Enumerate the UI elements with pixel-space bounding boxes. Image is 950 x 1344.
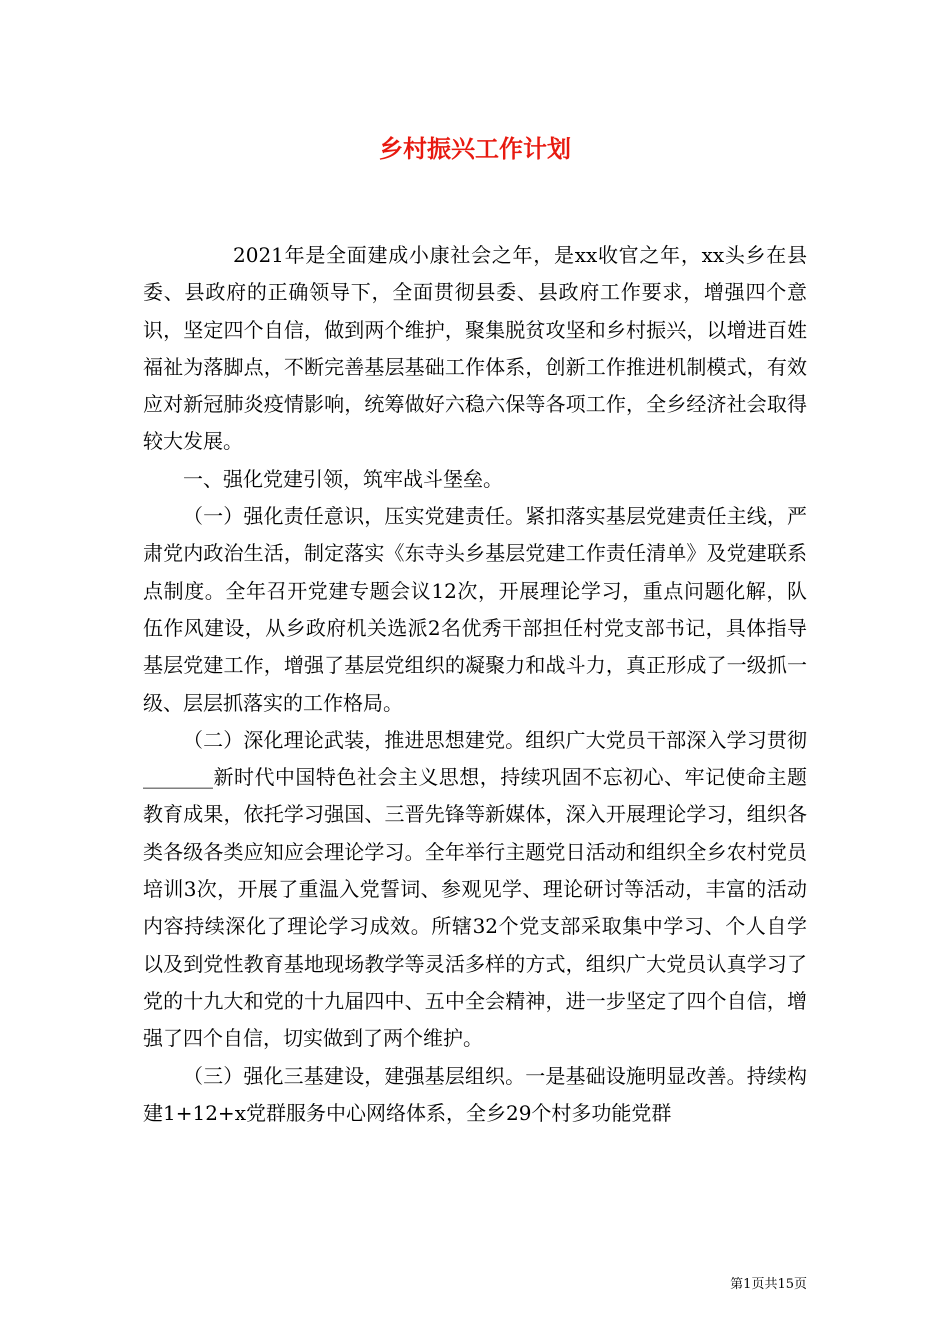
document-title: 乡村振兴工作计划 bbox=[379, 135, 571, 163]
intro-paragraph: 2021年是全面建成小康社会之年，是xx收官之年，xx头乡在县委、县政府的正确领导下，全面贯彻县委、县政府工作要求，增强四个意识，坚定四个自信，做到两个维护，聚集脱贫攻坚和乡村振兴，以增进百姓福祉为落脚点，不断完善基层基础工作体系，创新工作推进机制模式，有效应对新冠肺炎疫情影响，统筹做好六稳六保等各项工作，全乡经济社会取得较大发展。 bbox=[143, 243, 807, 454]
paragraph-responsibility: （一）强化责任意识，压实党建责任。紧扣落实基层党建责任主线，严肃党内政治生活，制定落实《东寺头乡基层党建工作责任清单》及党建联系点制度。全年召开党建专题会议12次，开展理论学习，重点问题化解，队伍作风建设，从乡政府机关选派2名优秀干部担任村党支部书记，具体指导基层党建工作，增强了基层党组织的凝聚力和战斗力，真正形成了一级抓一级、层层抓落实的工作格局。 bbox=[143, 504, 807, 715]
page-number-footer: 第1页共15页 bbox=[730, 1277, 807, 1292]
document-body bbox=[143, 237, 807, 1132]
paragraph-organization: （三）强化三基建设，建强基层组织。一是基础设施明显改善。持续构建1+12+x党群服务中心网络体系，全乡29个村多功能党群 bbox=[143, 1063, 807, 1125]
paragraph-theory: （二）深化理论武装，推进思想建党。组织广大党员干部深入学习贯彻_______新时代中国特色社会主义思想，持续巩固不忘初心、牢记使命主题教育成果，依托学习强国、三晋先锋等新媒体，深入开展理论学习，组织各类各级各类应知应会理论学习。全年举行主题党日活动和组织全乡农村党员培训3次，开展了重温入党誓词、参观见学、理论研讨等活动，丰富的活动内容持续深化了理论学习成效。所辖32个党支部采取集中学习、个人自学以及到党性教育基地现场教学等灵活多样的方式，组织广大党员认真学习了党的十九大和党的十九届四中、五中全会精神，进一步坚定了四个自信，增强了四个自信，切实做到了两个维护。 bbox=[143, 727, 807, 1051]
section-heading-1: 一、强化党建引领，筑牢战斗堡垒。 bbox=[183, 466, 503, 491]
